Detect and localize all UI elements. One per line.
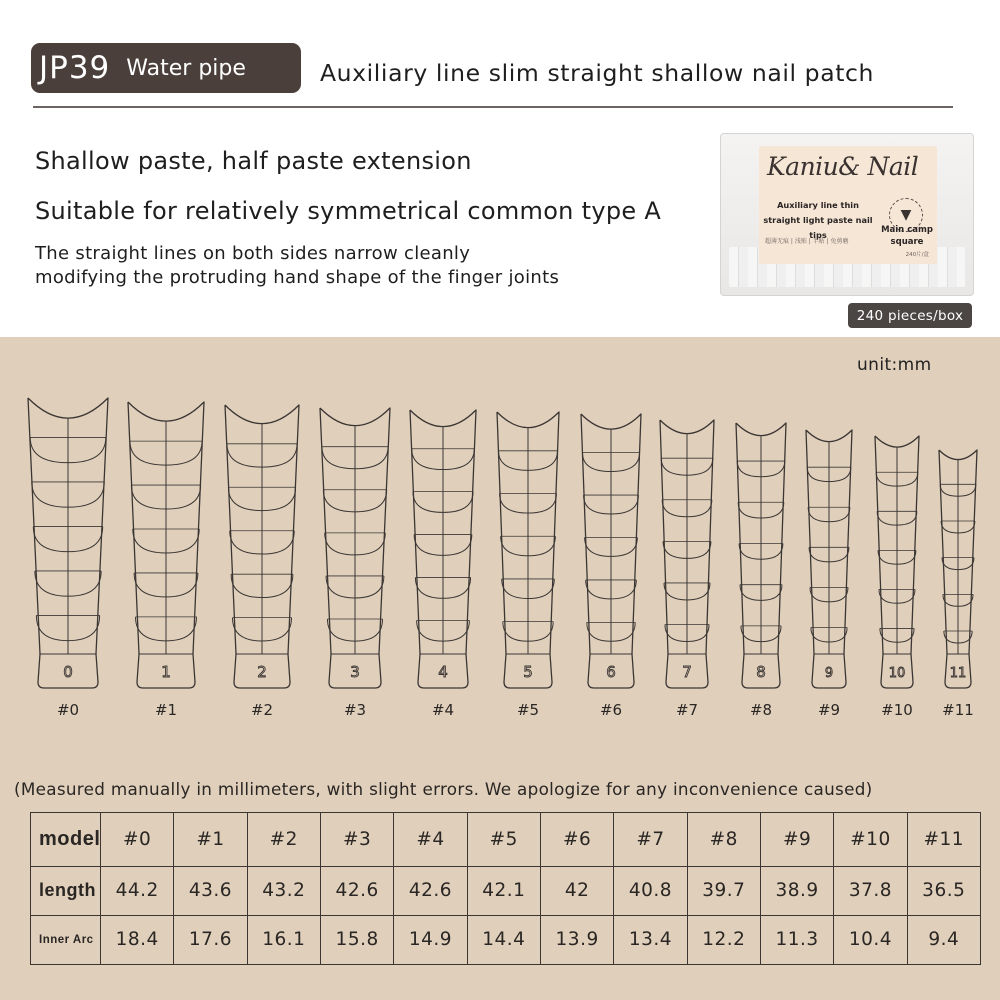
nail-outline xyxy=(875,436,919,719)
nail-outline xyxy=(225,405,299,719)
table-cell: 14.9 xyxy=(394,915,467,964)
nail-size-number: 9 xyxy=(824,666,834,681)
table-cell: 13.9 xyxy=(540,915,613,964)
size-table xyxy=(30,812,981,965)
table-cell: 12.2 xyxy=(687,915,760,964)
nail-size-number: 2 xyxy=(257,663,267,681)
table-model-cell: #11 xyxy=(907,813,980,867)
table-model-cell: #10 xyxy=(834,813,907,867)
table-row-length xyxy=(31,866,981,915)
table-cell: 17.6 xyxy=(174,915,247,964)
label-shape-line-2: square xyxy=(890,237,924,247)
nail-model-label: #10 xyxy=(881,701,913,719)
table-cell: 13.4 xyxy=(614,915,687,964)
nail-outline xyxy=(806,430,852,719)
table-model-cell: #2 xyxy=(247,813,320,867)
table-row-label: Inner Arc xyxy=(31,915,101,964)
nail-model-label: #5 xyxy=(516,701,540,719)
table-cell: 10.4 xyxy=(834,915,907,964)
nail-model-label: #4 xyxy=(431,701,455,719)
nail-model-label: #3 xyxy=(343,701,367,719)
table-header-row xyxy=(31,813,981,867)
nail-outline xyxy=(320,408,390,719)
table-row-label: length xyxy=(31,866,101,915)
label-count: 240片/盒 xyxy=(905,252,929,258)
table-cell: 42.1 xyxy=(467,866,540,915)
page-title: Auxiliary line slim straight shallow nail patch xyxy=(320,59,875,87)
nail-model-label: #0 xyxy=(56,701,80,719)
nail-size-number: 10 xyxy=(888,666,906,681)
nail-model-label: #6 xyxy=(599,701,623,719)
label-shape-line-1: Main camp xyxy=(881,225,933,235)
table-model-cell: #9 xyxy=(760,813,833,867)
intro-line-2: Suitable for relatively symmetrical common type A xyxy=(35,197,662,225)
table-cell: 37.8 xyxy=(834,866,907,915)
table-cell: 42.6 xyxy=(394,866,467,915)
nail-size-number: 11 xyxy=(949,666,967,681)
nail-outline xyxy=(660,420,714,719)
nail-model-label: #2 xyxy=(250,701,274,719)
nail-outline xyxy=(410,410,476,719)
nail-outline xyxy=(736,423,786,719)
table-cell: 36.5 xyxy=(907,866,980,915)
product-code-badge xyxy=(31,43,301,93)
product-box-image xyxy=(720,133,974,296)
description-line-2: modifying the protruding hand shape of the finger joints xyxy=(35,267,560,288)
nail-size-number: 0 xyxy=(63,663,73,681)
nail-size-number: 6 xyxy=(606,663,616,681)
pieces-badge: 240 pieces/box xyxy=(848,303,972,328)
measurement-note: (Measured manually in millimeters, with slight errors. We apologize for any inconvenience caused) xyxy=(14,779,873,799)
product-name: Water pipe xyxy=(126,55,246,81)
intro-line-1: Shallow paste, half paste extension xyxy=(35,147,472,175)
table-model-cell: #5 xyxy=(467,813,540,867)
nail-size-number: 3 xyxy=(350,663,360,681)
table-cell: 11.3 xyxy=(760,915,833,964)
nail-size-number: 5 xyxy=(523,663,533,681)
label-shape xyxy=(877,224,937,248)
table-cell: 43.6 xyxy=(174,866,247,915)
table-cell: 43.2 xyxy=(247,866,320,915)
table-header-label: model xyxy=(31,813,101,867)
table-model-cell: #6 xyxy=(540,813,613,867)
product-code: JP39 xyxy=(39,50,111,86)
nail-outline xyxy=(497,412,559,719)
label-tags: 超薄无痕 | 浅贴 | 半贴 | 免剪磨 xyxy=(765,238,849,245)
table-cell: 42 xyxy=(540,866,613,915)
nail-model-label: #1 xyxy=(154,701,178,719)
nail-size-diagram xyxy=(0,390,1000,720)
header-divider xyxy=(33,106,953,108)
nail-model-label: #7 xyxy=(675,701,699,719)
unit-label: unit:mm xyxy=(857,355,932,375)
nail-size-number: 7 xyxy=(682,663,692,681)
description-line-1: The straight lines on both sides narrow cleanly xyxy=(35,243,471,264)
nail-model-label: #8 xyxy=(749,701,773,719)
table-model-cell: #1 xyxy=(174,813,247,867)
brand-logo: Kaniu& Nail xyxy=(767,152,919,181)
table-row-inner-arc xyxy=(31,915,981,964)
table-model-cell: #4 xyxy=(394,813,467,867)
nail-outline xyxy=(28,398,108,719)
seal-icon: ▼ xyxy=(889,198,923,232)
table-model-cell: #3 xyxy=(320,813,393,867)
table-cell: 40.8 xyxy=(614,866,687,915)
table-model-cell: #7 xyxy=(614,813,687,867)
nail-model-label: #9 xyxy=(817,701,841,719)
table-cell: 16.1 xyxy=(247,915,320,964)
table-cell: 42.6 xyxy=(320,866,393,915)
table-cell: 38.9 xyxy=(760,866,833,915)
table-cell: 18.4 xyxy=(101,915,174,964)
label-description: Auxiliary line thin straight light paste nail tips xyxy=(763,200,873,240)
nail-outline xyxy=(581,414,641,719)
nail-outline xyxy=(939,450,977,719)
nail-model-label: #11 xyxy=(942,701,974,719)
nail-size-number: 1 xyxy=(161,663,171,681)
nail-size-number: 4 xyxy=(438,663,448,681)
product-label-card xyxy=(759,146,937,264)
nail-size-number: 8 xyxy=(756,663,766,681)
table-cell: 44.2 xyxy=(101,866,174,915)
table-model-cell: #8 xyxy=(687,813,760,867)
table-cell: 14.4 xyxy=(467,915,540,964)
table-cell: 9.4 xyxy=(907,915,980,964)
table-cell: 15.8 xyxy=(320,915,393,964)
table-model-cell: #0 xyxy=(101,813,174,867)
table-cell: 39.7 xyxy=(687,866,760,915)
nail-outline xyxy=(128,402,204,719)
